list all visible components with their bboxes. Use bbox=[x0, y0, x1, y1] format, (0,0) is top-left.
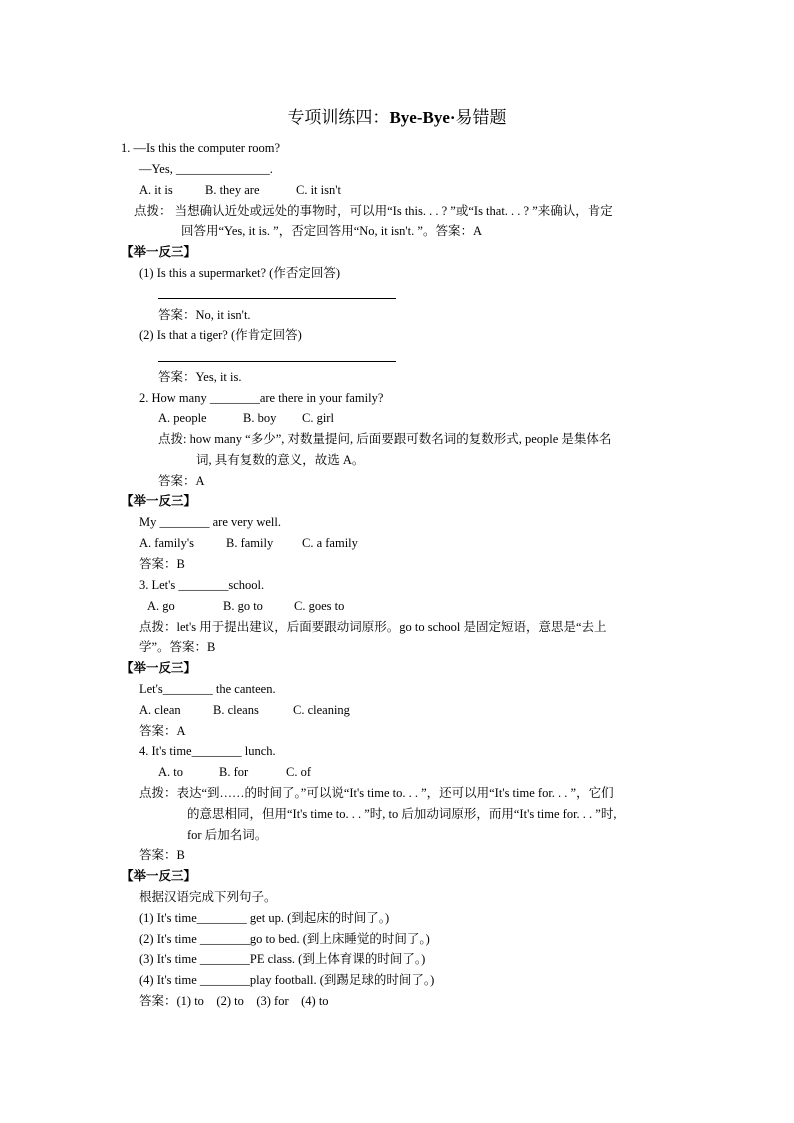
practice-1-answer-2: 答案：Yes, it is. bbox=[158, 370, 242, 384]
question-2-answer: 答案：A bbox=[158, 474, 205, 488]
practice-4-answer: 答案：(1) to (2) to (3) for (4) to bbox=[139, 994, 329, 1008]
practice-2-answer: 答案：B bbox=[139, 557, 185, 571]
practice-3-option-c: C. cleaning bbox=[293, 703, 350, 717]
practice-4-item-1: (1) It's time________ get up. (到起床的时间了。) bbox=[139, 911, 390, 925]
question-4-tip-line-1: 点拨：表达“到……的时间了。”可以说“It's time to. . . ”，还可以用“It's time for. . . ”，它们 bbox=[139, 786, 614, 800]
practice-3-stem: Let's________ the canteen. bbox=[139, 682, 276, 696]
question-2-option-c: C. girl bbox=[302, 411, 334, 425]
question-4-option-c: C. of bbox=[286, 765, 311, 779]
answer-blank-line-1 bbox=[158, 298, 396, 299]
practice-4-header: 【举一反三】 bbox=[121, 869, 197, 883]
question-3-stem: 3. Let's ________school. bbox=[139, 578, 265, 592]
practice-3-option-a: A. clean bbox=[139, 703, 181, 717]
practice-1-item-2: (2) Is that a tiger? (作肯定回答) bbox=[139, 328, 302, 342]
question-1-tip-line-1: 点拨： 当想确认近处或远处的事物时，可以用“Is this. . . ? ”或“Is that. . . ? ”来确认，肯定 bbox=[134, 204, 613, 218]
answer-blank-line-2 bbox=[158, 361, 396, 362]
question-2-tip-line-1: 点拨: how many “多少”, 对数量提问, 后面要跟可数名词的复数形式, people 是集体名 bbox=[158, 432, 612, 446]
question-1-option-b: B. they are bbox=[205, 183, 260, 197]
practice-4-item-4: (4) It's time ________play football. (到踢足球的时间了。) bbox=[139, 973, 435, 987]
practice-2-option-c: C. a family bbox=[302, 536, 358, 550]
practice-2-stem: My ________ are very well. bbox=[139, 515, 281, 529]
practice-1-header: 【举一反三】 bbox=[121, 245, 197, 259]
page-title: 专项训练四：Bye-Bye·易错题 bbox=[287, 108, 507, 127]
practice-4-instruction: 根据汉语完成下列句子。 bbox=[139, 890, 277, 904]
question-1-stem: 1. —Is this the computer room? bbox=[121, 141, 280, 155]
question-4-stem: 4. It's time________ lunch. bbox=[139, 744, 276, 758]
question-1-option-c: C. it isn't bbox=[296, 183, 341, 197]
question-3-tip-line-2: 学”。答案：B bbox=[139, 640, 216, 654]
practice-2-header: 【举一反三】 bbox=[121, 494, 197, 508]
question-1-option-a: A. it is bbox=[139, 183, 173, 197]
question-4-option-a: A. to bbox=[158, 765, 183, 779]
practice-2-option-b: B. family bbox=[226, 536, 274, 550]
practice-4-item-2: (2) It's time ________go to bed. (到上床睡觉的时间了。) bbox=[139, 932, 430, 946]
question-3-tip-line-1: 点拨：let's 用于提出建议，后面要跟动词原形。go to school 是固定短语，意思是“去上 bbox=[139, 620, 607, 634]
question-3-option-c: C. goes to bbox=[294, 599, 345, 613]
question-2-option-b: B. boy bbox=[243, 411, 277, 425]
practice-4-item-3: (3) It's time ________PE class. (到上体育课的时间了。) bbox=[139, 952, 426, 966]
question-4-tip-line-2: 的意思相同，但用“It's time to. . . ”时, to 后加动词原形，而用“It's time for. . . ”时, bbox=[187, 807, 617, 821]
question-4-tip-line-3: for 后加名词。 bbox=[187, 828, 268, 842]
question-4-option-b: B. for bbox=[219, 765, 249, 779]
question-3-option-a: A. go bbox=[147, 599, 175, 613]
practice-3-answer: 答案：A bbox=[139, 724, 186, 738]
practice-3-option-b: B. cleans bbox=[213, 703, 259, 717]
question-1-tip-line-2: 回答用“Yes, it is. ”，否定回答用“No, it isn't. ”。答案：A bbox=[181, 224, 482, 238]
question-4-answer: 答案：B bbox=[139, 848, 185, 862]
practice-1-item-1: (1) Is this a supermarket? (作否定回答) bbox=[139, 266, 340, 280]
practice-3-header: 【举一反三】 bbox=[121, 661, 197, 675]
question-1-answer-line: —Yes, _______________. bbox=[139, 162, 273, 176]
question-2-stem: 2. How many ________are there in your family? bbox=[139, 391, 384, 405]
question-2-option-a: A. people bbox=[158, 411, 207, 425]
practice-1-answer-1: 答案：No, it isn't. bbox=[158, 308, 251, 322]
practice-2-option-a: A. family's bbox=[139, 536, 195, 550]
question-2-tip-line-2: 词, 具有复数的意义，故选 A。 bbox=[196, 453, 365, 467]
question-3-option-b: B. go to bbox=[223, 599, 263, 613]
